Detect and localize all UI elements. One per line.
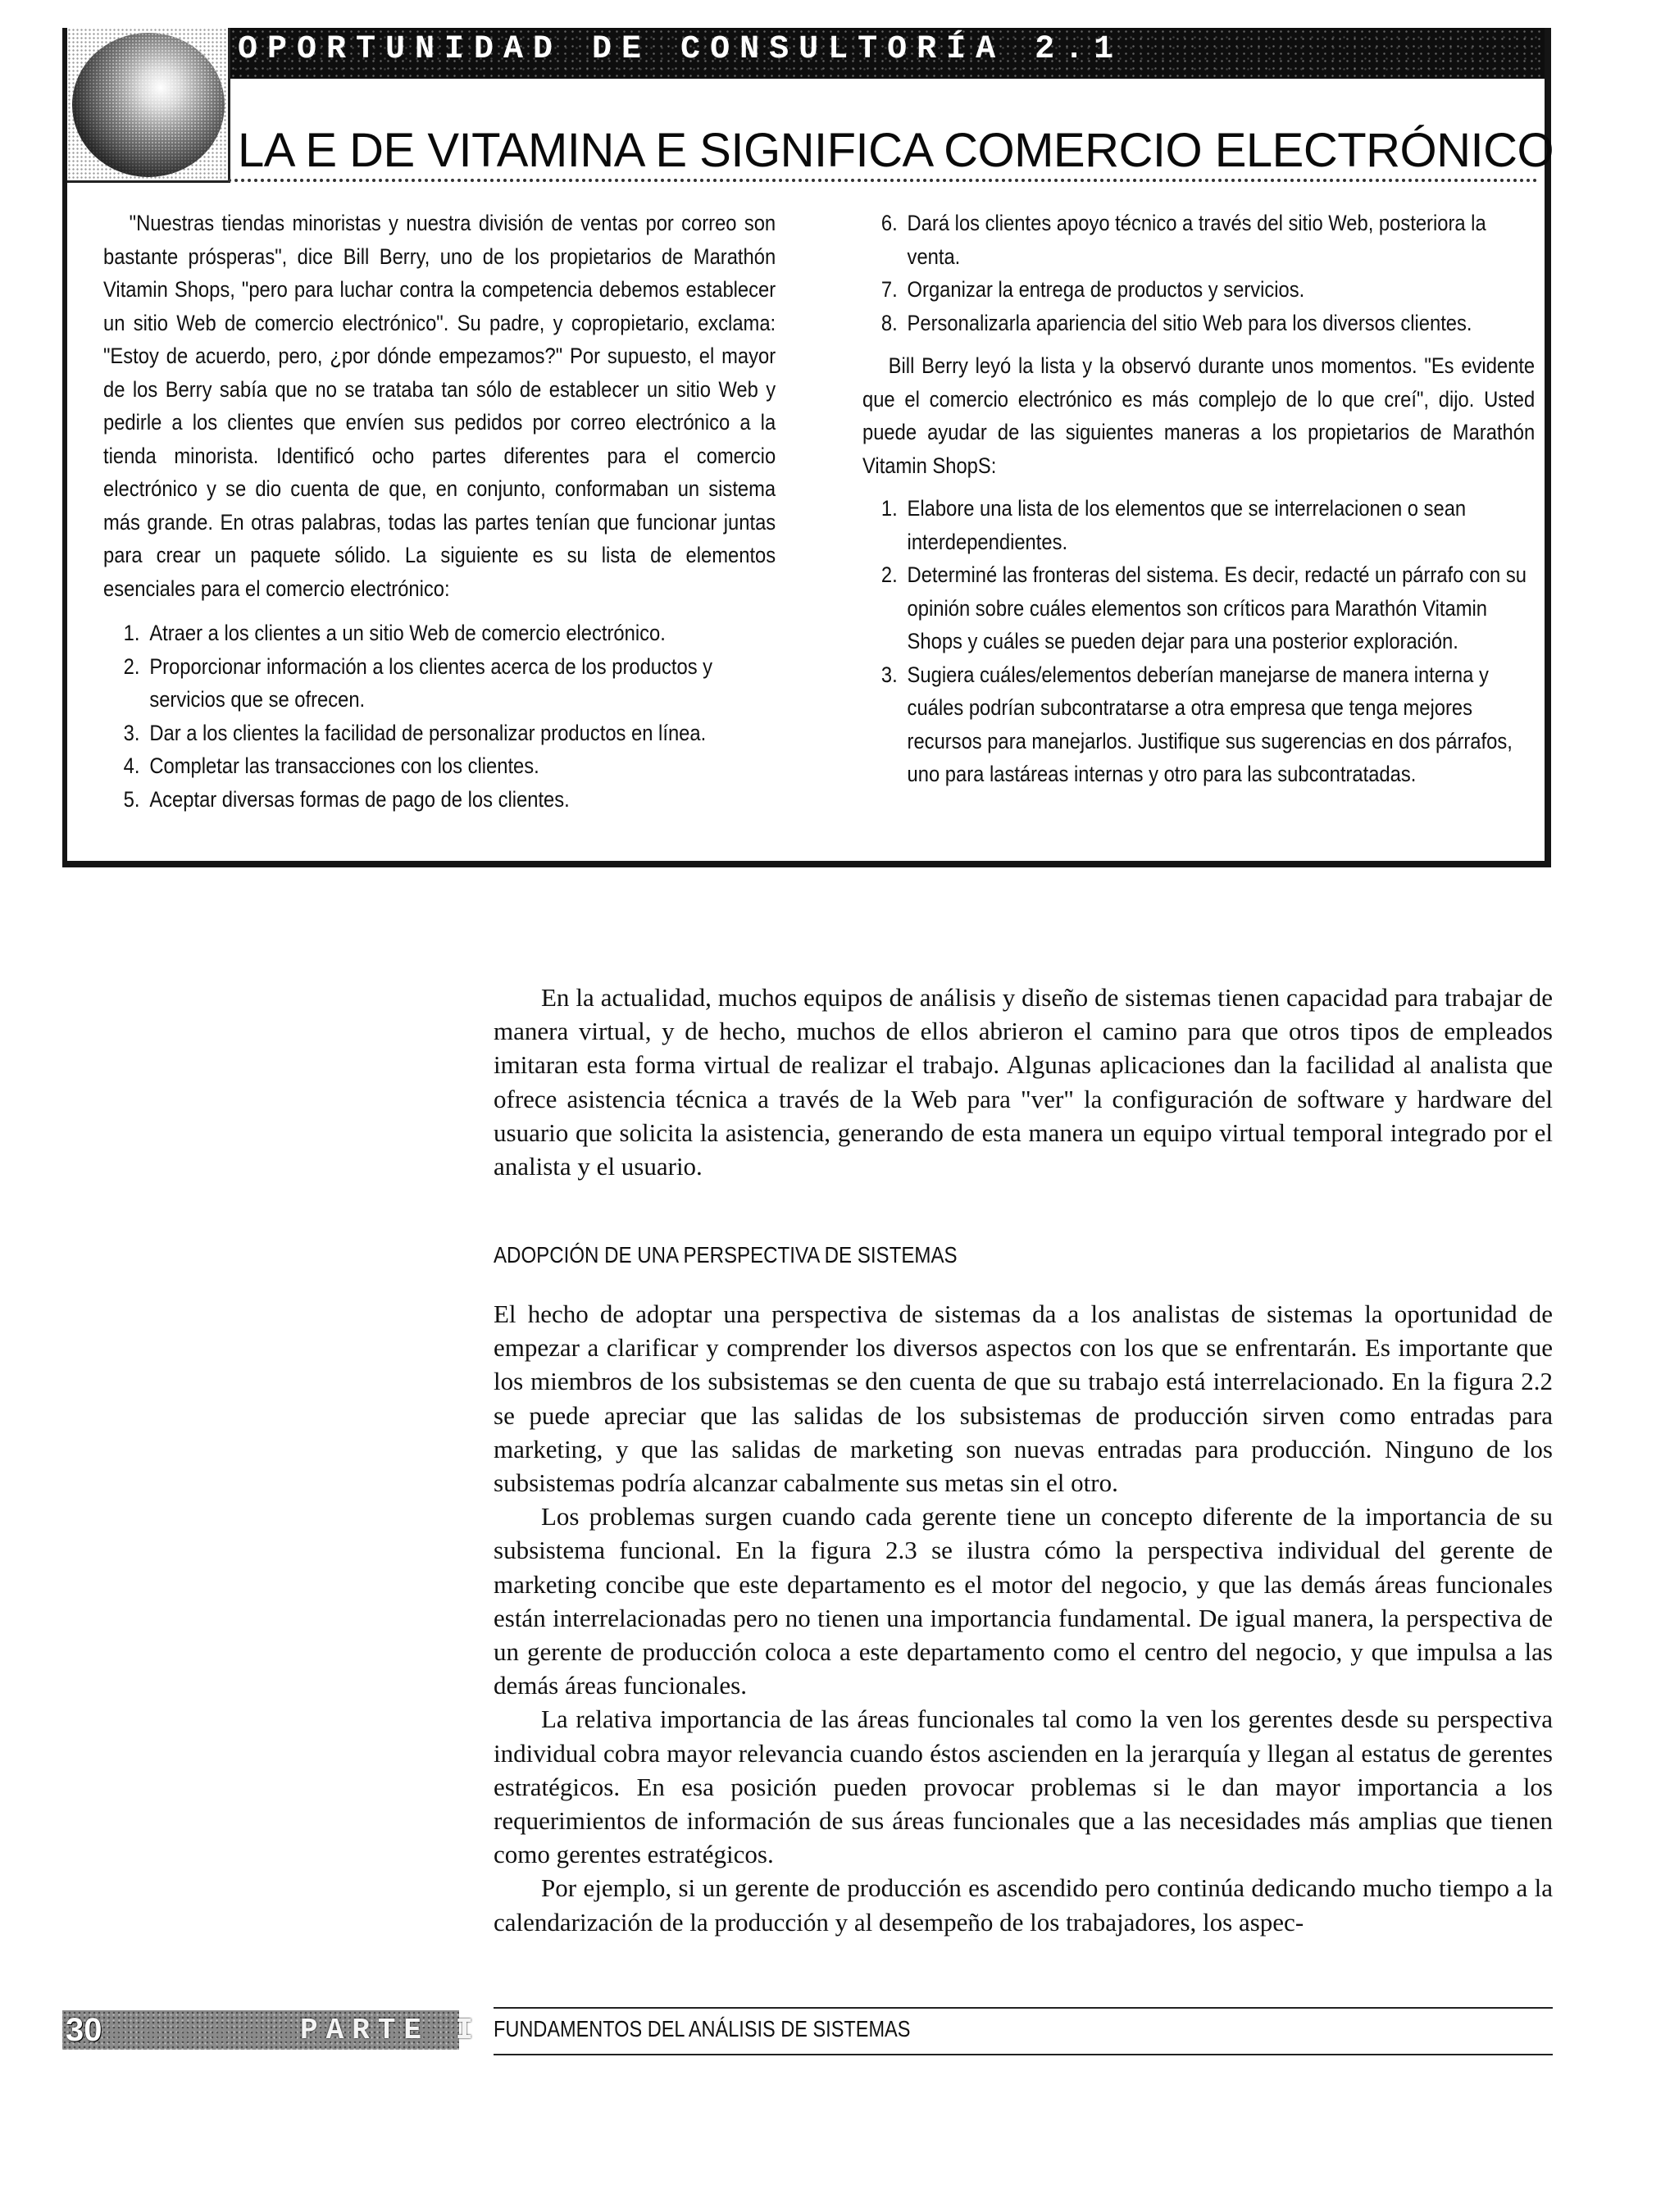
consulting-opportunity-box [62,28,1554,867]
elements-list-continued [862,207,1535,339]
page-number: 30 [66,2012,102,2048]
list-item: 3. Dar a los clientes la facilidad de personalizar productos en línea. [123,720,707,745]
list-item: 1. Atraer a los clientes a un sitio Web de comercio electrónico. [123,621,666,645]
section-body-text [494,1297,1553,1939]
globe-graphic-frame [67,28,230,183]
list-item: 3. Sugiera cuáles/elementos deberían manejarse de manera interna y cuáles podrían subcontratarse a otra empresa que tenga mejores recursos para manejarlos. Justifique sus sugerencias en dos párrafos, uno para lastáreas internas y otro para las subcontratadas. [880,662,1513,786]
list-item: 1. Elabore una lista de los elementos que se interrelacionen o sean interdependientes. [880,496,1467,554]
box-title: LA E DE VITAMINA E SIGNIFICA COMERCIO ELECTRÓNICO [238,124,1554,177]
list-item: 8. Personalizarla apariencia del sitio Web para los diversos clientes. [880,310,1472,335]
body-paragraph: El hecho de adoptar una perspectiva de sistemas da a los analistas de sistemas la oportunidad de empezar a clarificar y comprender los diversos aspectos con los que se enfrentarán. Es importante que los miembros de los subsistemas se den cuenta de que su trabajo está interrelacionado. En la figura 2.2 se puede apreciar que las salidas de los subsistemas de producción sirven como entradas para marketing, y que las salidas de marketing son nuevas entradas para producción. Ninguno de los subsistemas podría alcanzar cabalmente sus metas sin el otro. [494,1299,1553,1498]
elements-list [103,617,776,816]
list-item: 2. Determiné las fronteras del sistema. Es decir, redacté un párrafo con su opinión sobre cuáles elementos son críticos para Marathón Vitamin Shops y cuáles se pueden dejar para una posterior exploración. [880,562,1527,653]
box-right-column [862,207,1535,791]
title-divider [228,179,1538,182]
footer-rule-bottom [494,2054,1553,2055]
intro-body-text [494,981,1553,1183]
running-title: FUNDAMENTOS DEL ANÁLISIS DE SISTEMAS [494,2016,911,2041]
list-item: 4. Completar las transacciones con los clientes. [123,753,539,778]
body-paragraph: Los problemas surgen cuando cada gerente tiene un concepto diferente de la importancia de su subsistema funcional. En la figura 2.3 se ilustra cómo la perspectiva individual del gerente de marketing concibe que este departamento es el motor del negocio, y que las demás áreas funcionales están interrelacionadas pero no tienen una importancia fundamental. De igual manera, la perspectiva de un gerente de producción coloca a este departamento como el centro del negocio, y que impulsa a las demás áreas funcionales. [494,1502,1553,1700]
banner-label: OPORTUNIDAD DE CONSULTORÍA 2.1 [238,31,1124,68]
questions-list [862,492,1535,791]
list-item: 6. Dará los clientes apoyo técnico a través del sitio Web, posteriora la venta. [880,211,1486,269]
body-paragraph: La relativa importancia de las áreas funcionales tal como la ven los gerentes desde su perspectiva individual cobra mayor relevancia cuando éstos ascienden en la jerarquía y llegan al estatus de gerentes estratégicos. En esa posición pueden provocar problemas si le dan mayor importancia a los requerimientos de información de sus áreas funcionales que a las necesidades más amplias que tienen como gerentes estratégicos. [494,1705,1553,1869]
part-label: PARTE I [300,2014,482,2047]
box-left-column [103,207,776,816]
footer-bar [62,2010,482,2050]
globe-icon [72,33,225,177]
box-closing-paragraph: Bill Berry leyó la lista y la observó durante unos momentos. "Es evidente que el comercio electrónico es más complejo de lo que creí", dijo. Usted puede ayudar de las siguientes maneras a los propietarios de Marathón Vitamin ShopS: [862,353,1536,478]
list-item: 5. Aceptar diversas formas de pago de los clientes. [123,786,570,812]
body-paragraph: En la actualidad, muchos equipos de análisis y diseño de sistemas tienen capacidad para trabajar de manera virtual, y de hecho, muchos de ellos abrieron el camino para que otros tipos de empleados imitaran esta forma virtual de realizar el trabajo. Algunas aplicaciones dan la facilidad al analista que ofrece asistencia técnica a través de la Web para "ver" la configuración de software y hardware del usuario que solicita la asistencia, generando de esta manera un equipo virtual temporal integrado por el analista y el usuario. [494,983,1553,1181]
footer-rule-top [494,2007,1553,2009]
box-intro-paragraph: "Nuestras tiendas minoristas y nuestra división de ventas por correo son bastante prósperas", dice Bill Berry, uno de los propietarios de Marathón Vitamin Shops, "pero para luchar contra la competencia debemos establecer un sitio Web de comercio electrónico". Su padre, y copropietario, exclama: "Estoy de acuerdo, pero, ¿por dónde empezamos?" Por supuesto, el mayor de los Berry sabía que no se trataba tan sólo de establecer un sitio Web y pedirle a los clientes que envíen sus pedidos por correo electrónico a la tienda minorista. Identificó ocho partes diferentes para el comercio electrónico y se dio cuenta de que, en conjunto, conformaban un sistema más grande. En otras palabras, todas las partes tenían que funcionar juntas para crear un paquete sólido. La siguiente es su lista de elementos esenciales para el comercio electrónico: [103,211,776,601]
list-item: 2. Proporcionar información a los clientes acerca de los productos y servicios que se ofrecen. [123,653,713,712]
list-item: 7. Organizar la entrega de productos y servicios. [880,277,1305,302]
section-heading: ADOPCIÓN DE UNA PERSPECTIVA DE SISTEMAS [494,1242,958,1268]
body-paragraph: Por ejemplo, si un gerente de producción es ascendido pero continúa dedicando mucho tiempo a la calendarización de la producción y al desempeño de los trabajadores, los aspec- [494,1873,1553,1937]
consulting-banner [67,28,1545,79]
